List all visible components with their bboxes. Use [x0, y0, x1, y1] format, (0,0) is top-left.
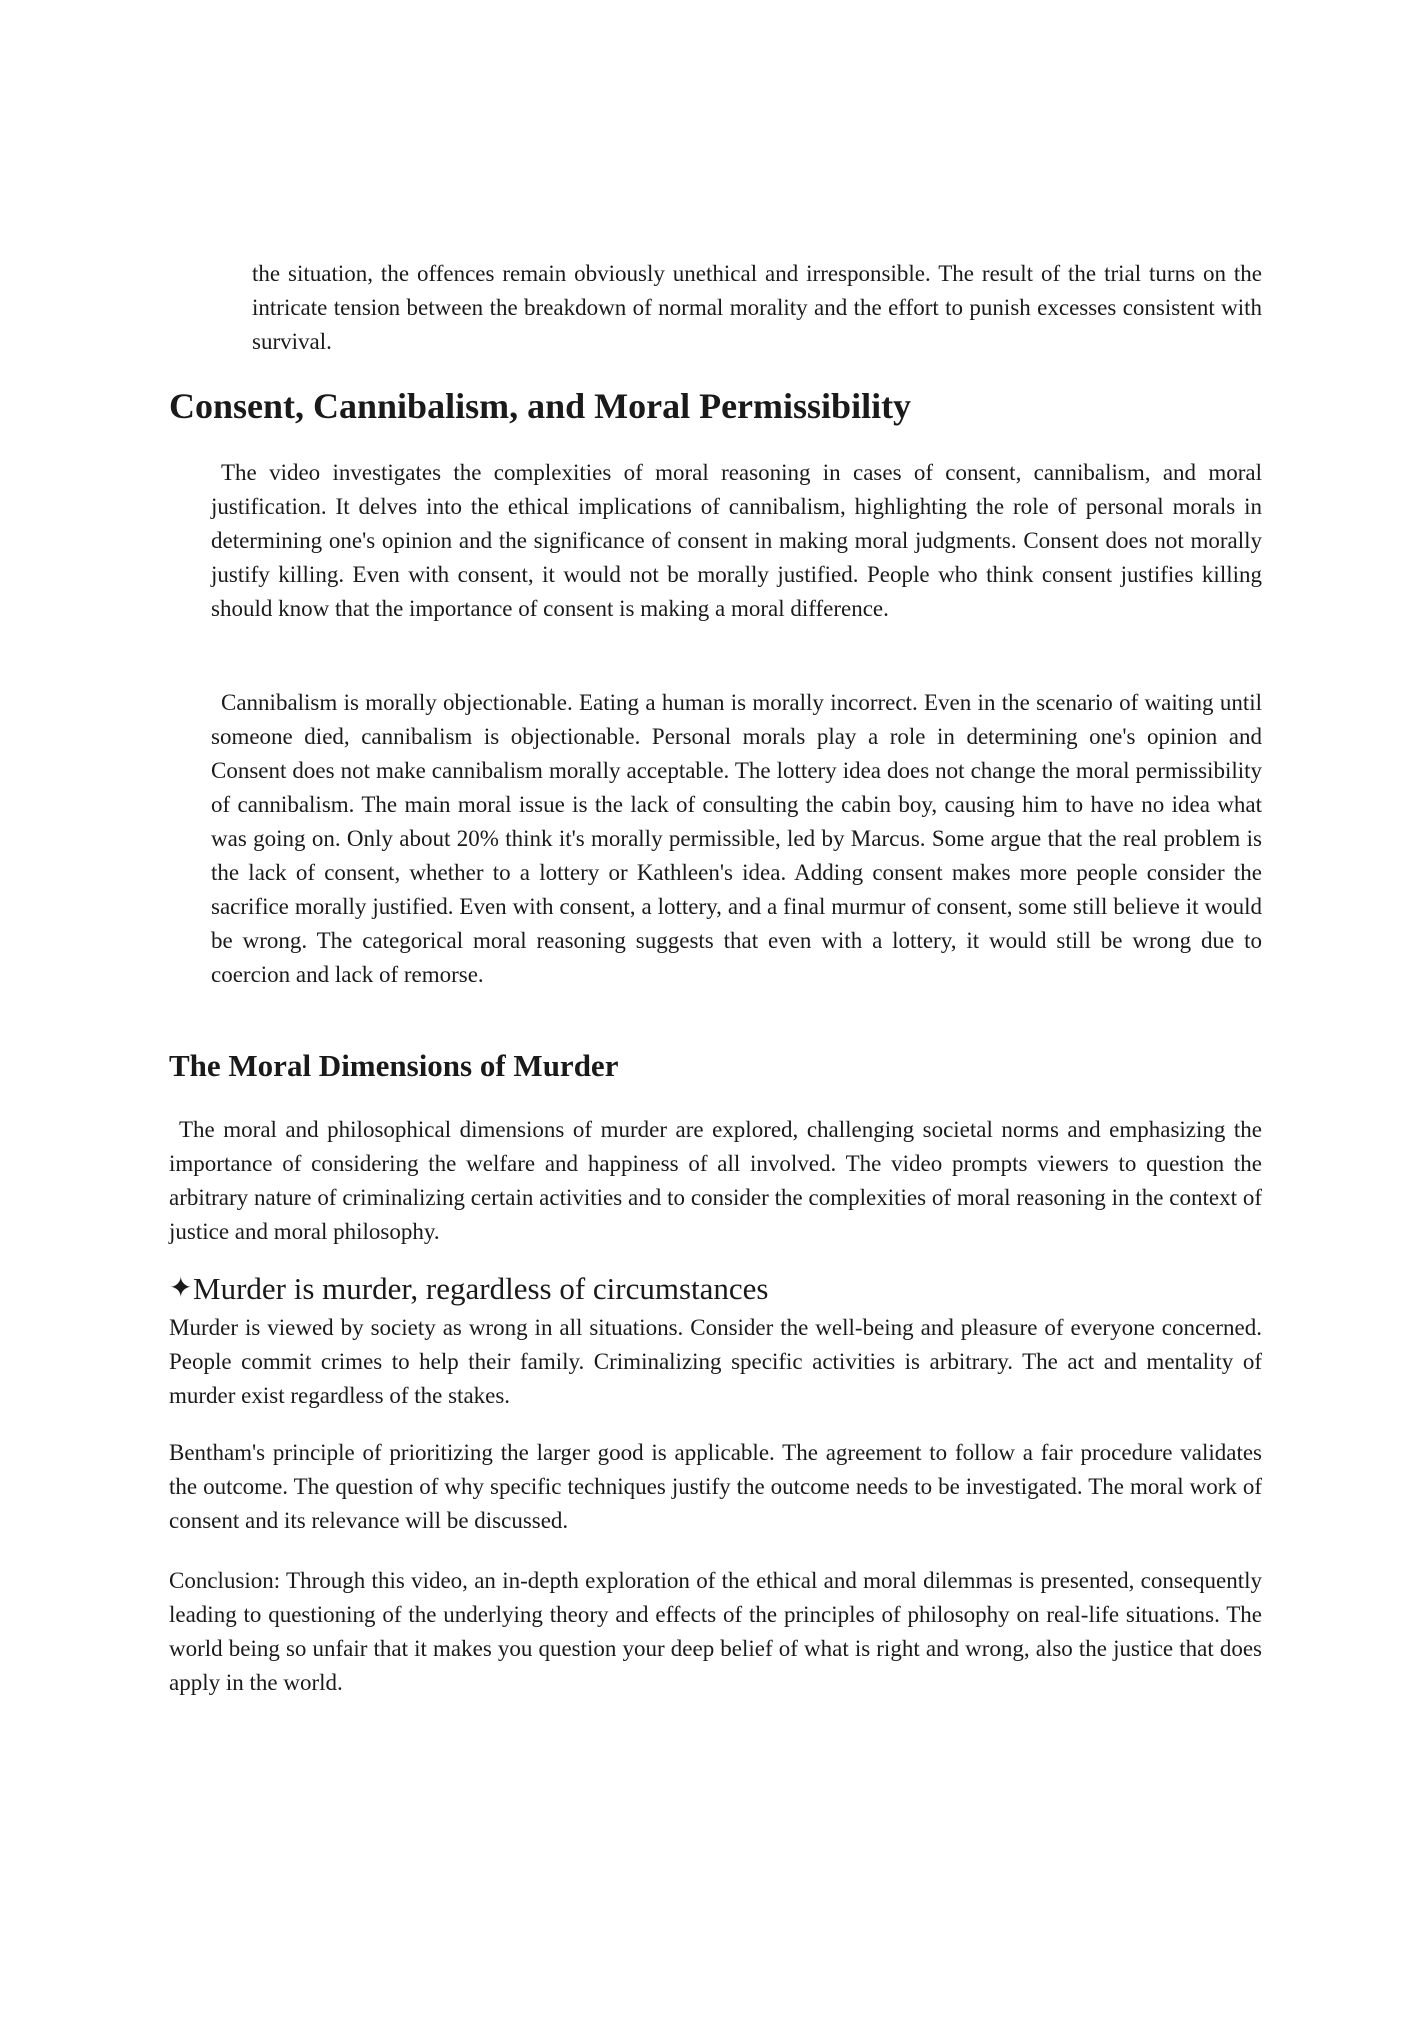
intro-continuation-paragraph: the situation, the offences remain obviously unethical and irresponsible. The result of the trial turns on the intricate tension between the breakdown of normal morality and the effort to punish excesses consistent with survival. [252, 261, 1262, 354]
section2-paragraph-1: The moral and philosophical dimensions of murder are explored, challenging societal norms and emphasizing the importance of considering the welfare and happiness of all involved. The video prompts viewers to question the arbitrary nature of criminalizing certain activities and to consider the complexities of moral reasoning in the context of justice and moral philosophy. [169, 1117, 1262, 1244]
section2-paragraph-2: Murder is viewed by society as wrong in all situations. Consider the well-being and pleasure of everyone concerned. People commit crimes to help their family. Criminalizing specific activities is arbitrary. The act and mentality of murder exist regardless of the stakes. [169, 1315, 1262, 1408]
section-heading-consent: Consent, Cannibalism, and Moral Permissibility [169, 386, 912, 426]
conclusion-paragraph: Conclusion: Through this video, an in-depth exploration of the ethical and moral dilemmas is presented, consequently leading to questioning of the underlying theory and effects of the principles of philosophy on real-life situations. The world being so unfair that it makes you question your deep belief of what is right and wrong, also the justice that does apply in the world. [169, 1568, 1262, 1695]
subheading-text: Murder is murder, regardless of circumstances [193, 1271, 769, 1306]
section1-paragraph-2: Cannibalism is morally objectionable. Eating a human is morally incorrect. Even in the scenario of waiting until someone died, cannibalism is objectionable. Personal morals play a role in determining one's opinion and Consent does not make cannibalism morally acceptable. The lottery idea does not change the moral permissibility of cannibalism. The main moral issue is the lack of consulting the cabin boy, causing him to have no idea what was going on. Only about 20% think it's morally permissible, led by Marcus. Some argue that the real problem is the lack of consent, whether to a lottery or Kathleen's idea. Adding consent makes more people consider the sacrifice morally justified. Even with consent, a lottery, and a final murmur of consent, some still believe it would be wrong. The categorical moral reasoning suggests that even with a lottery, it would still be wrong due to coercion and lack of remorse. [211, 690, 1262, 987]
section2-paragraph-3: Bentham's principle of prioritizing the larger good is applicable. The agreement to follow a fair procedure validates the outcome. The question of why specific techniques justify the outcome needs to be investigated. The moral work of consent and its relevance will be discussed. [169, 1440, 1262, 1533]
section1-paragraph-1: The video investigates the complexities of moral reasoning in cases of consent, cannibalism, and moral justification. It delves into the ethical implications of cannibalism, highlighting the role of personal morals in determining one's opinion and the significance of consent in making moral judgments. Consent does not morally justify killing. Even with consent, it would not be morally justified. People who think consent justifies killing should know that the importance of consent is making a moral difference. [211, 460, 1262, 621]
four-pointed-star-icon: ✦ [169, 1273, 193, 1304]
section-heading-murder: The Moral Dimensions of Murder [169, 1048, 619, 1083]
subheading-murder-is-murder [169, 1270, 769, 1308]
